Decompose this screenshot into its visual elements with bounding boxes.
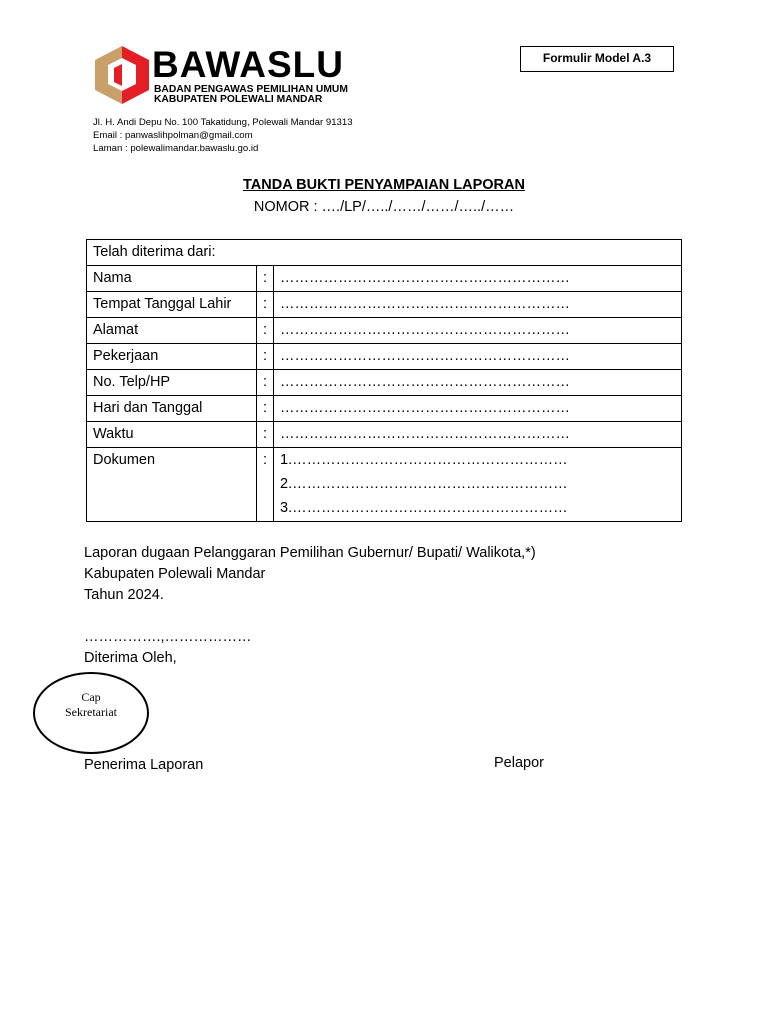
stamp-line1: Cap	[81, 690, 101, 704]
bawaslu-logo	[92, 44, 354, 110]
row-colon: :	[257, 396, 274, 422]
document-title: TANDA BUKTI PENYAMPAIAN LAPORAN	[243, 177, 525, 193]
row-colon: :	[257, 422, 274, 448]
row-label-alamat: Alamat	[87, 318, 257, 344]
row-label-dokumen: Dokumen	[87, 448, 257, 522]
logo-subtitle-line2: KABUPATEN POLEWALI MANDAR	[154, 94, 323, 105]
form-model-label: Formulir Model A.3	[520, 46, 674, 72]
table-row	[87, 422, 682, 448]
secretariat-stamp-area	[33, 672, 149, 754]
table-header: Telah diterima dari:	[87, 240, 682, 266]
bawaslu-emblem-icon	[92, 44, 150, 108]
table-row	[87, 370, 682, 396]
row-colon: :	[257, 266, 274, 292]
fill-field-hari-tanggal: ……………………………………………………	[274, 396, 682, 422]
fill-field-waktu: ……………………………………………………	[274, 422, 682, 448]
fill-field-alamat: ……………………………………………………	[274, 318, 682, 344]
table-row-dokumen	[87, 448, 682, 522]
stamp-line2: Sekretariat	[65, 705, 117, 719]
received-by-label: Diterima Oleh,	[84, 650, 177, 666]
receipt-table	[86, 239, 682, 522]
fill-field-pekerjaan: ……………………………………………………	[274, 344, 682, 370]
document-number: NOMOR : …./LP/…../……/……/…../……	[253, 199, 515, 215]
table-row	[87, 266, 682, 292]
office-address: Jl. H. Andi Depu No. 100 Takatidung, Polewali Mandar 91313	[93, 117, 353, 128]
table-header-row	[87, 240, 682, 266]
table-row	[87, 292, 682, 318]
document-list	[274, 448, 682, 522]
row-colon: :	[257, 344, 274, 370]
row-colon: :	[257, 318, 274, 344]
report-year: Tahun 2024.	[84, 587, 164, 603]
row-label-hari-tanggal: Hari dan Tanggal	[87, 396, 257, 422]
logo-title: BAWASLU	[152, 44, 344, 85]
table-row	[87, 318, 682, 344]
reporter-signature-label: Pelapor	[494, 755, 544, 771]
row-colon: :	[257, 292, 274, 318]
fill-field-ttl: ……………………………………………………	[274, 292, 682, 318]
document-item-2: 2.…………………………………………………	[280, 476, 568, 492]
table-row	[87, 344, 682, 370]
fill-field-nama: ……………………………………………………	[274, 266, 682, 292]
office-website: Laman : polewalimandar.bawaslu.go.id	[93, 143, 259, 154]
row-label-waktu: Waktu	[87, 422, 257, 448]
report-regency: Kabupaten Polewali Mandar	[84, 566, 266, 582]
row-label-nama: Nama	[87, 266, 257, 292]
logo-subtitle-line1: BADAN PENGAWAS PEMILIHAN UMUM	[154, 84, 348, 95]
document-item-3: 3.…………………………………………………	[280, 500, 568, 516]
fill-field-telp: ……………………………………………………	[274, 370, 682, 396]
report-description: Laporan dugaan Pelanggaran Pemilihan Gubernur/ Bupati/ Walikota,*)	[84, 545, 536, 561]
office-email: Email : panwaslihpolman@gmail.com	[93, 130, 253, 141]
place-date-line: …………….,………………	[84, 629, 252, 645]
row-label-ttl: Tempat Tanggal Lahir	[87, 292, 257, 318]
row-label-pekerjaan: Pekerjaan	[87, 344, 257, 370]
table-row	[87, 396, 682, 422]
row-label-telp: No. Telp/HP	[87, 370, 257, 396]
document-item-1: 1.…………………………………………………	[280, 452, 568, 468]
receiver-signature-label: Penerima Laporan	[84, 757, 204, 773]
row-colon: :	[257, 370, 274, 396]
row-colon: :	[257, 448, 274, 522]
